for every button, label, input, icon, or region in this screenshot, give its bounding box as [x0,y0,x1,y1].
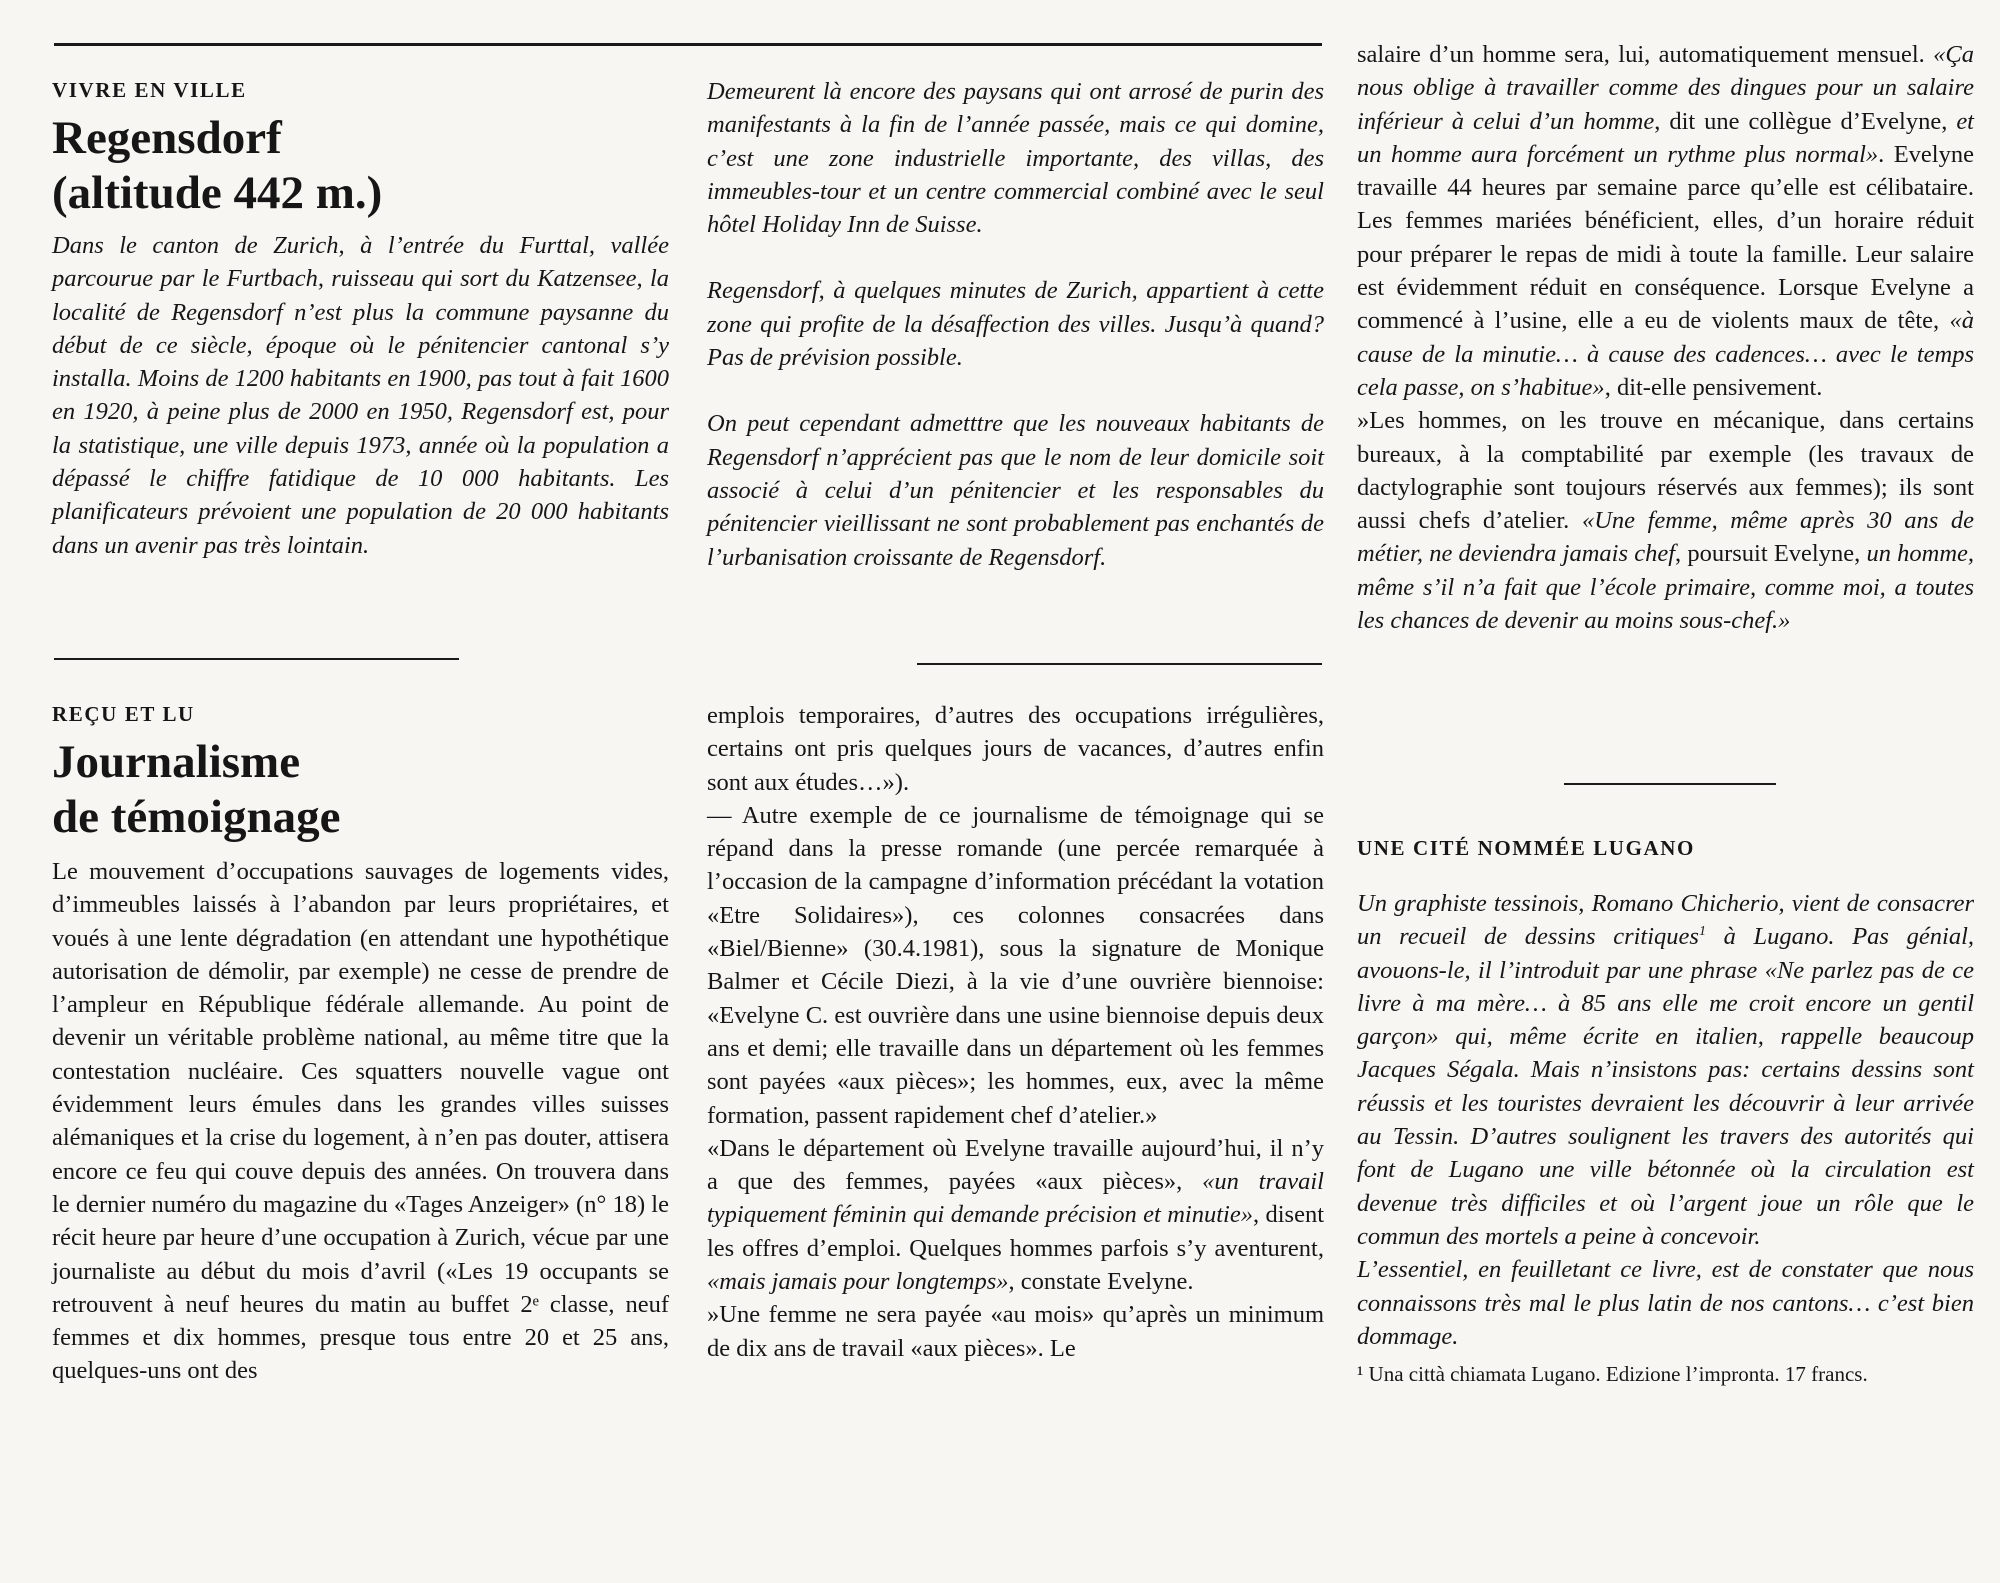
lead-paragraph: Dans le canton de Zurich, à l’entrée du Furttal, vallée parcourue par le Furtbach, ruisseau qui sort du Katzensee, la localité de Regensdorf n’est plus la commune paysanne du début de ce siècle, époque où le pénitencier cantonal s’y installa. Moins de 1200 habitants en 1900, pas tout à fait 1600 en 1920, à peine plus de 2000 en 1950, Regensdorf est, pour la statistique, une ville depuis 1973, année où la population a dépassé le chiffre fatidique de 10 000 habitants. Les planificateurs prévoient une population de 20 000 habitants dans un avenir pas très lointain. [52,232,669,559]
quote: «Une femme, même après 30 ans de métier, ne deviendra jamais chef [1357,507,1975,568]
section-kicker: UNE CITÉ NOMMÉE LUGANO [1357,836,1695,860]
paragraph: — Autre exemple de ce journalisme de témoignage qui se répand dans la presse romande (une percée remarquée à l’occasion de la campagne d’information précédant la votation «Etre Solidaires»), ces colonnes consacrées dans «Biel/Bienne» (30.4.1981), sous la signature de Monique Balmer et Cécile Diezi, à la vie d’une ouvrière biennoise: «Evelyne C. est ouvrière dans une usine biennoise depuis deux ans et demi; elle travaille dans un département où les femmes sont payées «aux pièces»; les hommes, eux, avec la même formation, passent rapidement chef d’atelier.» [707,801,1324,1129]
footnote-ref: 1 [1698,924,1706,940]
quote: «mais jamais pour longtemps» [707,1268,1009,1296]
paragraph: On peut cependant admetttre que les nouveaux habitants de Regensdorf n’apprécient pas que le nom de leur domicile soit associé à celui d’un pénitencier et les responsables du pénitencier vieillissant ne sont probablement pas enchantés de l’urbanisation croissante de Regensdorf. [707,410,1324,571]
paragraph: emplois temporaires, d’autres des occupations irrégulières, certains ont pris quelques jours de vacances, d’autres enfin sont aux études…»). [707,702,1324,796]
quote: un homme, même s’il n’a fait que l’école primaire, comme moi, a toutes les chances de devenir au moins sous-chef.» [1357,540,1975,635]
text-run: »Les hommes, on les trouve en mécanique, dans certains bureaux, à la comptabilité par exemple (les travaux de dactylographie sont toujours réservés aux femmes); ils sont aussi chefs d’atelier. [1357,407,1974,535]
paragraph [1357,38,1974,404]
column-3 [1357,38,1974,637]
headline-line: (altitude 442 m.) [52,167,383,219]
section-divider [54,658,459,660]
text-run: , poursuit Evelyne, [1675,540,1867,568]
quote: «un travail typiquement féminin qui demande précision et minutie» [707,1168,1324,1229]
headline-journalisme [52,735,669,845]
headline-line: Journalisme [52,736,301,788]
paragraph [1357,404,1974,637]
paragraph: L’essentiel, en feuilletant ce livre, est de constater que nous connaissons très mal le plus latin de nos cantons… c’est bien dommage. [1357,1256,1974,1350]
column-1-section-2 [52,699,669,1388]
body-paragraph: Le mouvement d’occupations sauvages de logements vides, d’immeubles laissés à l’abandon par leurs propriétaires, et voués à une lente dégradation (en attendant une hypothétique autorisation de démolir, par exemple) ne cesse de prendre de l’ampleur en République fédérale allemande. Au point de devenir un véritable problème national, au même titre que la contestation nucléaire. Ces squatters nouvelle vague ont évidemment leurs émules dans les grandes villes suisses alémaniques et la crise du logement, à n’en pas douter, attisera encore ce feu qui couve depuis des années. On trouvera dans le dernier numéro du magazine du «Tages Anzeiger» (n° 18) le récit heure par heure d’une occupation à Zurich, vécue par une journaliste au début du mois d’avril («Les 19 occupants se retrouvent à neuf heures du matin au buffet 2ᵉ classe, neuf femmes et dix hommes, presque tous entre 20 et 25 ans, quelques-uns ont des [52,858,669,1385]
paragraph [707,1132,1324,1298]
quote: et un homme aura forcément un rythme plus normal» [1357,107,1974,168]
footnote: ¹ Una città chiamata Lugano. Edizione l’impronta. 17 francs. [1357,1362,1868,1387]
section-divider [1564,783,1776,785]
top-rule [54,43,1322,46]
column-2-top [707,75,1324,574]
text-run: salaire d’un homme sera, lui, automatiquement mensuel. [1357,41,1934,68]
headline-regensdorf [52,111,669,221]
column-3-section-3 [1357,833,1974,1388]
text-run: . Evelyne travaille 44 heures par semaine parce qu’elle est célibataire. Les femmes mariées bénéficient, elles, d’un horaire réduit pour préparer le repas de midi à toute la famille. Leur salaire est évidemment réduit en conséquence. Lorsque Evelyne a commencé à l’usine, elle a eu de violents maux de tête, [1357,140,1974,335]
paragraph [1357,887,1974,1253]
text-run: , dit une collègue d’Evelyne, [1654,107,1957,135]
section-kicker: VIVRE EN VILLE [52,78,247,102]
text-run: , dit-elle pensivement. [1604,373,1823,401]
text-run: , constate Evelyne. [1008,1268,1194,1296]
column-2-bottom [707,699,1324,1365]
section-kicker: REÇU ET LU [52,702,195,726]
text-run: , disent les offres d’emploi. Quelques hommes parfois s’y aventurent, [707,1201,1324,1262]
headline-line: de témoignage [52,791,341,843]
text-run: Un graphiste tessinois, Romano Chicherio, vient de consacrer un recueil de dessins critiques [1357,890,1974,951]
paragraph: Demeurent là encore des paysans qui ont arrosé de purin des manifestants à la fin de l’année passée, mais ce qui domine, c’est une zone industrielle importante, des villas, des immeubles-tour et un centre commercial combiné avec le seul hôtel Holiday Inn de Suisse. [707,78,1324,239]
paragraph: Regensdorf, à quelques minutes de Zurich, appartient à cette zone qui profite de la désaffection des villes. Jusqu’à quand? Pas de prévision possible. [707,277,1324,372]
section-divider [917,663,1322,665]
text-run: à Lugano. Pas génial, avouons-le, il l’introduit par une phrase «Ne parlez pas de ce livre à ma mère… à 85 ans elle me croit encore un gentil garçon» qui, même écrite en italien, rappelle beaucoup Jacques Ségala. Mais n’insistons pas: certains dessins sont réussis et les touristes devraient les découvrir à leur arrivée au Tessin. D’autres soulignent les travers des autorités qui font de Lugano une ville bétonnée où la circulation est devenue très difficiles et où l’argent joue un rôle que le commun des mortels a peine à concevoir. [1357,923,1974,1250]
paragraph: »Une femme ne sera payée «au mois» qu’après un minimum de dix ans de travail «aux pièces». Le [707,1301,1324,1362]
quote: «à cause de la minutie… à cause des cadences… avec le temps cela passe, on s’habitue» [1357,307,1974,401]
text-run: «Dans le département où Evelyne travaille aujourd’hui, il n’y a que des femmes, payées «aux pièces», [707,1134,1324,1196]
headline-line: Regensdorf [52,112,282,164]
quote: «Ça nous oblige à travailler comme des dingues pour un salaire inférieur à celui d’un homme [1357,41,1974,135]
column-1 [52,75,669,562]
